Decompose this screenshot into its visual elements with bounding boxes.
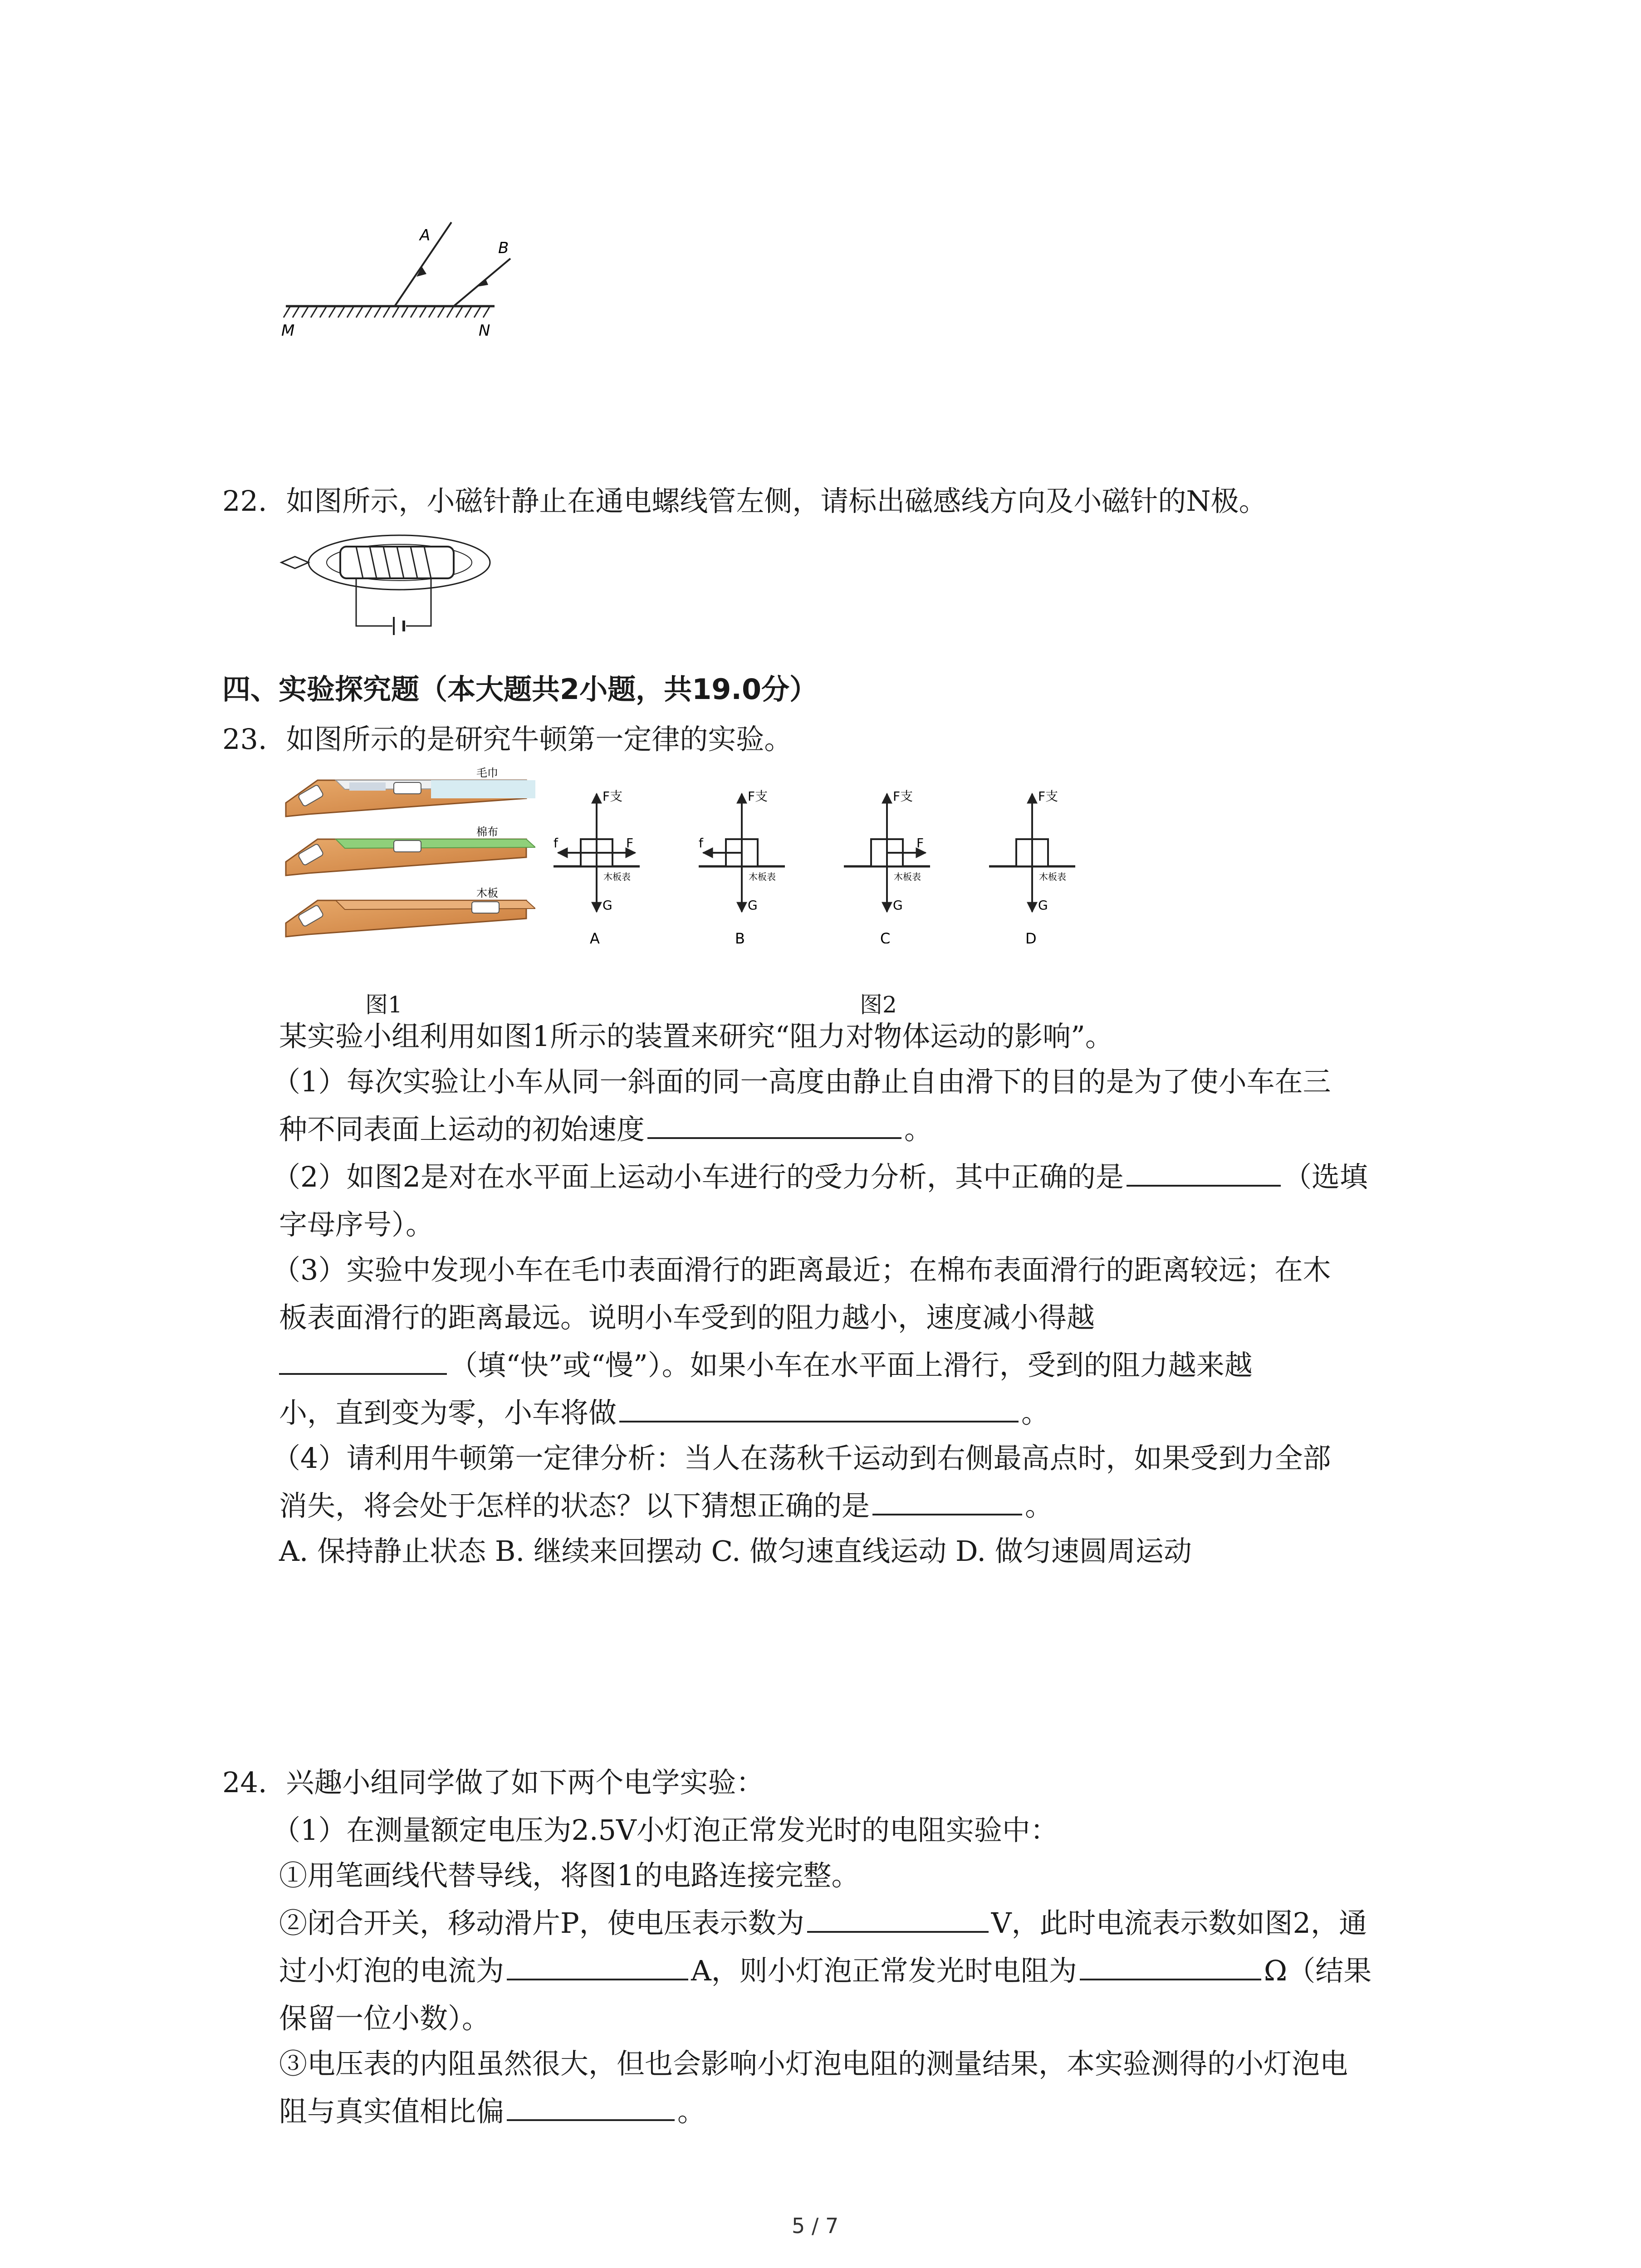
- force-diagram-d: [989, 789, 1075, 943]
- q21-label-m: M: [281, 322, 295, 340]
- svg-text:f: f: [554, 836, 558, 850]
- q24-sub4: 过小灯泡的电流为 A，则小灯泡正常发光时电阻为 Ω（结果: [279, 1948, 1372, 1994]
- answer-blank-measurement-bias[interactable]: [507, 2089, 675, 2121]
- q24-sub3: ②闭合开关，移动滑片P，使电压表示数为 V，此时电流表示数如图2，通: [279, 1901, 1367, 1946]
- option-label-b: B: [735, 930, 745, 943]
- q21-label-a: A: [420, 226, 431, 244]
- svg-text:F支: F支: [748, 789, 768, 804]
- q23-part4-line2: 消失，将会处于怎样的状态？以下猜想正确的是 。: [279, 1483, 1053, 1529]
- q23-part1-line1: （1）每次实验让小车从同一斜面的同一高度由静止自由滑下的目的是为了使小车在三: [272, 1065, 1331, 1098]
- svg-text:F支: F支: [1038, 789, 1058, 804]
- svg-text:G: G: [1038, 898, 1048, 913]
- svg-text:G: G: [603, 898, 612, 913]
- answer-blank-fast-slow[interactable]: [279, 1343, 447, 1375]
- q23-part2-line2: 字母序号）。: [279, 1208, 434, 1241]
- svg-text:木板表: 木板表: [894, 871, 921, 882]
- q24-stem: [222, 1760, 764, 1805]
- q24-sub6: ③电压表的内阻虽然很大，但也会影响小灯泡电阻的测量结果，本实验测得的小灯泡电: [279, 2047, 1348, 2080]
- answer-blank-swing-state[interactable]: [872, 1484, 1022, 1515]
- q21-label-b: B: [498, 239, 509, 257]
- q23-stem: [222, 717, 792, 762]
- svg-text:G: G: [893, 898, 903, 913]
- surface-label-towel: 毛巾: [476, 767, 498, 779]
- force-diagram-b: [699, 789, 785, 943]
- q21-mirror-figure: [272, 209, 563, 345]
- svg-text:G: G: [748, 898, 758, 913]
- svg-text:F: F: [626, 836, 634, 850]
- question-text: 如图所示，小磁针静止在通电螺线管左侧，请标出磁感线方向及小磁针的N极。: [286, 484, 1267, 518]
- section-title: 四、实验探究题（本大题共2小题，共19.0分）: [222, 673, 818, 706]
- question-number: 24.: [222, 1766, 267, 1799]
- question-text: 兴趣小组同学做了如下两个电学实验：: [286, 1766, 764, 1799]
- q23-figure2-force-diagrams: [554, 780, 1098, 943]
- svg-text:木板表: 木板表: [1039, 871, 1066, 882]
- surface-label-cotton: 棉布: [476, 826, 498, 838]
- option-label-d: D: [1025, 930, 1037, 943]
- svg-text:F支: F支: [893, 789, 913, 804]
- q22-solenoid-figure: [277, 528, 495, 651]
- svg-text:木板表: 木板表: [749, 871, 776, 882]
- answer-blank-force-diagram[interactable]: [1127, 1155, 1281, 1187]
- surface-label-board: 木板: [476, 887, 498, 899]
- question-number: 23.: [222, 723, 267, 756]
- q23-intro: 某实验小组利用如图1所示的装置来研究“阻力对物体运动的影响”。: [279, 1020, 1113, 1053]
- q23-part1-line2: 种不同表面上运动的初始速度 。: [279, 1107, 932, 1152]
- option-label-a: A: [590, 930, 600, 943]
- answer-blank-resistance[interactable]: [1080, 1949, 1261, 1980]
- q23-figure1-ramps: [281, 767, 535, 962]
- q24-sub1: （1）在测量额定电压为2.5V小灯泡正常发光时的电阻实验中：: [272, 1813, 1058, 1847]
- force-diagram-c: [844, 789, 930, 943]
- q24-sub2: ①用笔画线代替导线，将图1的电路连接完整。: [279, 1859, 860, 1892]
- svg-text:F支: F支: [603, 789, 623, 804]
- svg-text:f: f: [699, 836, 703, 850]
- svg-text:F: F: [916, 836, 924, 850]
- q22-question: [222, 479, 1267, 524]
- figure1-caption: 图1: [365, 992, 402, 1018]
- q24-sub5: 保留一位小数）。: [279, 2002, 490, 2035]
- answer-blank-initial-speed[interactable]: [647, 1107, 901, 1139]
- question-number: 22.: [222, 484, 267, 518]
- option-label-c: C: [880, 930, 891, 943]
- question-text: 如图所示的是研究牛顿第一定律的实验。: [286, 723, 793, 756]
- q23-part3-line2: 板表面滑行的距离最远。说明小车受到的阻力越小，速度减小得越: [279, 1301, 1095, 1334]
- answer-blank-current[interactable]: [507, 1949, 688, 1980]
- q21-label-n: N: [479, 322, 490, 340]
- q23-part3-line1: （3）实验中发现小车在毛巾表面滑行的距离最近；在棉布表面滑行的距离较远；在木: [272, 1253, 1331, 1286]
- q23-part4-line1: （4）请利用牛顿第一定律分析：当人在荡秋千运动到右侧最高点时，如果受到力全部: [272, 1442, 1331, 1475]
- q23-choices: A. 保持静止状态 B. 继续来回摆动 C. 做匀速直线运动 D. 做匀速圆周运动: [279, 1535, 1192, 1568]
- answer-blank-motion-type[interactable]: [619, 1391, 1019, 1422]
- q24-sub7: 阻与真实值相比偏 。: [279, 2089, 705, 2134]
- q23-part2-line1: （2）如图2是对在水平面上运动小车进行的受力分析，其中正确的是 （选填: [272, 1154, 1368, 1200]
- svg-text:木板表: 木板表: [603, 871, 631, 882]
- page-number: 5 / 7: [792, 2214, 839, 2238]
- force-diagram-a: [554, 789, 640, 943]
- answer-blank-voltage[interactable]: [807, 1901, 989, 1933]
- q23-part3-line3: （填“快”或“慢”）。如果小车在水平面上滑行，受到的阻力越来越: [279, 1343, 1253, 1388]
- q23-part3-line4: 小，直到变为零，小车将做 。: [279, 1390, 1049, 1436]
- figure2-caption: 图2: [860, 992, 897, 1018]
